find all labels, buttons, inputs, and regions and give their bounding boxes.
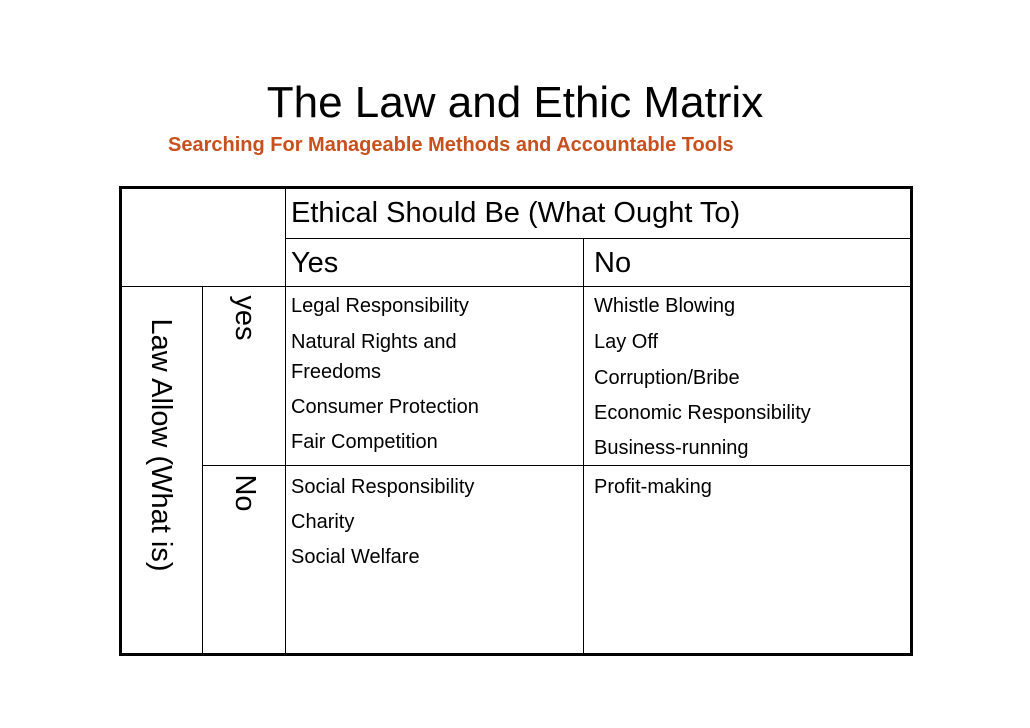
law-allow-header: Law Allow (What is) bbox=[145, 318, 177, 572]
column-header-yes: Yes bbox=[291, 247, 339, 279]
table-border-bottom bbox=[119, 653, 913, 656]
cell-law-no-ethic-yes bbox=[291, 475, 474, 569]
page-title: The Law and Ethic Matrix bbox=[266, 78, 764, 127]
list-item: Charity bbox=[291, 511, 355, 533]
list-item: Business-running bbox=[594, 437, 749, 459]
list-item: Consumer Protection bbox=[291, 396, 479, 418]
list-item: Fair Competition bbox=[291, 431, 438, 453]
cell-law-yes-ethic-yes bbox=[291, 294, 479, 454]
cell-law-yes-ethic-no bbox=[594, 294, 811, 460]
list-item: Social Responsibility bbox=[291, 476, 475, 498]
law-ethic-matrix-table bbox=[119, 186, 913, 656]
row-header-no: No bbox=[229, 474, 261, 512]
list-item: Economic Responsibility bbox=[594, 402, 811, 424]
column-header-no: No bbox=[594, 247, 632, 279]
divider-under-ethical-header bbox=[285, 238, 913, 239]
ethical-should-be-header: Ethical Should Be (What Ought To) bbox=[291, 197, 741, 229]
list-item: Legal Responsibility bbox=[291, 295, 469, 317]
table-border-right bbox=[910, 186, 913, 656]
table-border-top bbox=[119, 186, 913, 189]
list-item: Social Welfare bbox=[291, 546, 420, 568]
list-item: Natural Rights and bbox=[291, 331, 457, 353]
cell-law-no-ethic-no bbox=[594, 475, 712, 499]
page-subtitle: Searching For Manageable Methods and Accountable Tools bbox=[168, 134, 734, 156]
list-item: Profit-making bbox=[594, 476, 712, 498]
row-header-yes: yes bbox=[229, 295, 261, 341]
list-item: Whistle Blowing bbox=[594, 295, 736, 317]
list-item: Freedoms bbox=[291, 361, 382, 383]
table-border-left bbox=[119, 186, 122, 656]
divider-row-labels bbox=[285, 186, 286, 656]
list-item: Corruption/Bribe bbox=[594, 367, 740, 389]
divider-law-label bbox=[202, 286, 203, 656]
list-item: Lay Off bbox=[594, 331, 659, 353]
divider-yes-no-columns bbox=[583, 238, 584, 656]
divider-between-rows bbox=[202, 465, 913, 466]
